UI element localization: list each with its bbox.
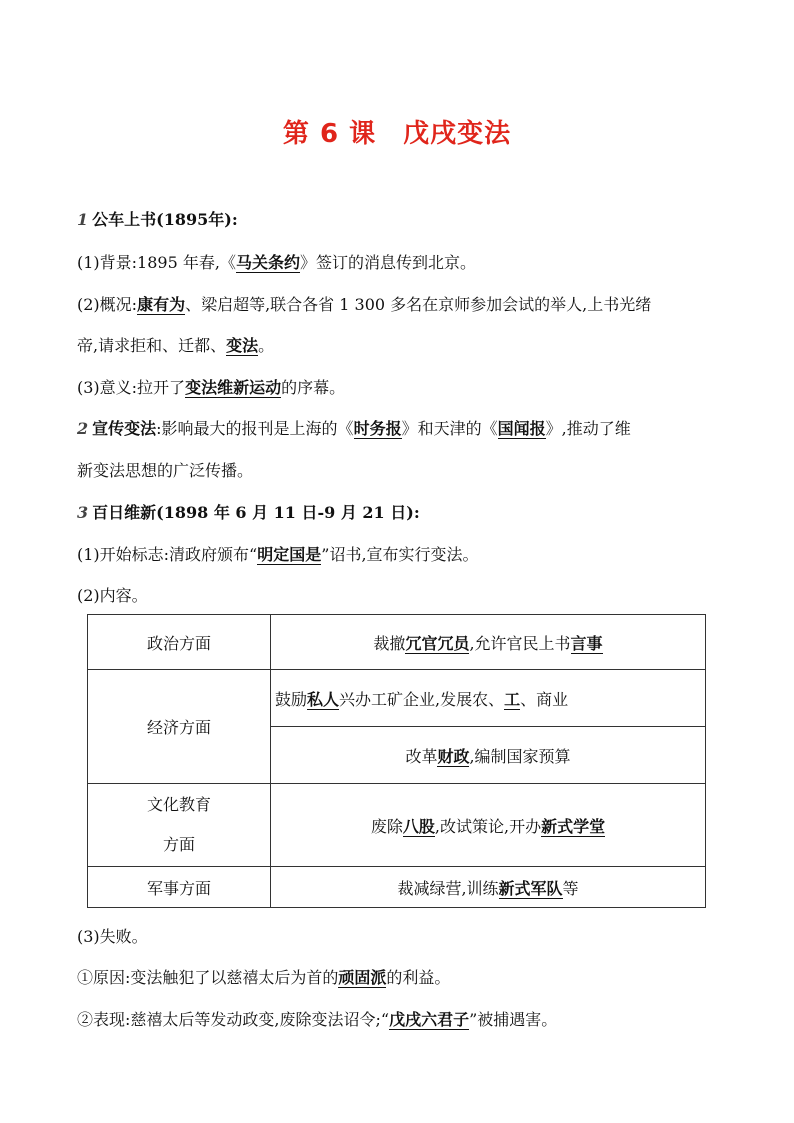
content-cell: 废除八股,改试策论,开办新式学堂 bbox=[271, 784, 706, 867]
s1-overview-line1: (2)概况:康有为、梁启超等,联合各省 1 300 多名在京师参加会试的举人,上书光绪 bbox=[77, 295, 652, 314]
keyword: 冗官冗员 bbox=[405, 633, 470, 653]
reform-content-table bbox=[87, 614, 706, 908]
keyword: 新式军队 bbox=[498, 878, 563, 898]
table-row bbox=[88, 867, 706, 908]
s1-background: (1)背景:1895 年春,《马关条约》签订的消息传到北京。 bbox=[77, 253, 476, 272]
table-row bbox=[88, 784, 706, 867]
keyword: 戊戌六君子 bbox=[389, 1010, 470, 1029]
keyword: 私人 bbox=[307, 689, 340, 709]
category-cell: 文化教育 方面 bbox=[88, 784, 271, 867]
s3-failure-label: (3)失败。 bbox=[77, 927, 148, 946]
section-1-heading: 1 公车上书(1895年): bbox=[77, 210, 238, 229]
keyword: 马关条约 bbox=[235, 253, 300, 272]
table-row bbox=[88, 615, 706, 670]
keyword: 国闻报 bbox=[497, 419, 546, 438]
content-cell: 裁撤冗官冗员,允许官民上书言事 bbox=[271, 615, 706, 670]
keyword: 变法 bbox=[226, 336, 259, 355]
section-2-line1: 2 宣传变法:影响最大的报刊是上海的《时务报》和天津的《国闻报》,推动了维 bbox=[77, 419, 631, 438]
s1-overview-line2: 帝,请求拒和、迁都、变法。 bbox=[77, 336, 275, 355]
s3-sign: ②表现:慈禧太后等发动政变,废除变法诏令;“戊戌六君子”被捕遇害。 bbox=[77, 1010, 558, 1029]
keyword: 财政 bbox=[437, 746, 470, 766]
keyword: 顽固派 bbox=[338, 968, 387, 987]
content-cell: 裁减绿营,训练新式军队等 bbox=[271, 867, 706, 908]
content-cell: 改革财政,编制国家预算 bbox=[271, 727, 706, 784]
keyword: 新式学堂 bbox=[541, 816, 606, 836]
s3-cause: ①原因:变法触犯了以慈禧太后为首的顽固派的利益。 bbox=[77, 968, 451, 987]
lesson-title: 第 6 课 戊戌变法 bbox=[282, 119, 512, 149]
keyword: 时务报 bbox=[353, 419, 402, 438]
category-cell: 政治方面 bbox=[88, 615, 271, 670]
category-cell: 经济方面 bbox=[88, 670, 271, 784]
content-cell: 鼓励私人兴办工矿企业,发展农、工、商业 bbox=[271, 670, 706, 727]
s1-meaning: (3)意义:拉开了变法维新运动的序幕。 bbox=[77, 378, 346, 397]
s3-content-label: (2)内容。 bbox=[77, 586, 148, 605]
category-cell: 军事方面 bbox=[88, 867, 271, 908]
keyword: 明定国是 bbox=[257, 545, 322, 564]
section-3-heading: 3 百日维新(1898 年 6 月 11 日-9 月 21 日): bbox=[77, 503, 420, 522]
keyword: 变法维新运动 bbox=[185, 378, 282, 397]
keyword: 工 bbox=[504, 689, 521, 709]
section-2-line2: 新变法思想的广泛传播。 bbox=[77, 461, 254, 480]
s3-start: (1)开始标志:清政府颁布“明定国是”诏书,宣布实行变法。 bbox=[77, 545, 479, 564]
keyword: 八股 bbox=[402, 816, 435, 836]
keyword: 康有为 bbox=[137, 295, 186, 314]
table-row bbox=[88, 670, 706, 727]
keyword: 言事 bbox=[570, 633, 603, 653]
